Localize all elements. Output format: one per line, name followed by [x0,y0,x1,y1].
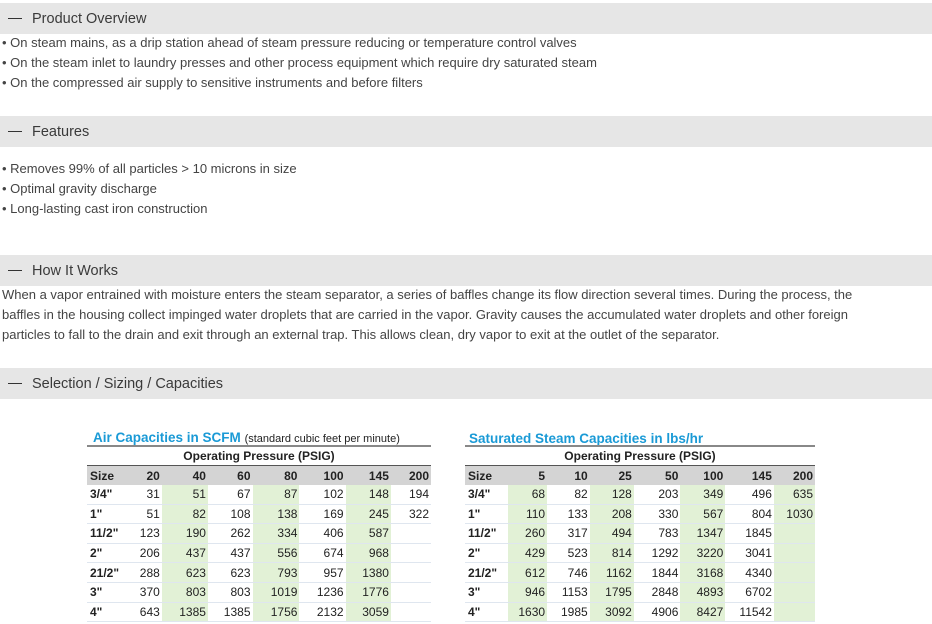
capacity-cell: 783 [634,524,681,544]
list-item: • Long-lasting cast iron construction [2,201,208,216]
capacity-cell: 11542 [725,602,774,622]
capacity-cell: 4340 [725,563,774,583]
table-header-row [465,466,815,486]
capacity-cell: 429 [508,543,548,563]
capacity-cell: 1630 [508,602,548,622]
capacity-cell: 262 [208,524,253,544]
collapse-icon[interactable] [8,18,22,19]
capacity-cell [391,582,431,602]
column-header-pressure: 5 [508,466,548,486]
capacity-cell: 1236 [299,582,345,602]
capacity-cell: 190 [162,524,208,544]
air-capacity-table [87,447,431,622]
table-row [465,485,815,504]
capacity-cell: 946 [508,582,548,602]
capacity-cell: 814 [590,543,634,563]
section-title: Features [32,123,90,140]
capacity-cell: 208 [590,504,634,524]
capacity-cell [774,543,815,563]
section-title: How It Works [32,262,118,279]
capacity-cell: 8427 [680,602,725,622]
column-header-pressure: 200 [391,466,431,486]
capacity-cell: 803 [208,582,253,602]
table-row [87,504,431,524]
capacity-cell: 31 [128,485,162,504]
capacity-cell: 437 [208,543,253,563]
section-header-selection-sizing[interactable] [0,368,932,399]
capacity-cell: 4906 [634,602,681,622]
operating-pressure-label: Operating Pressure (PSIG) [183,449,335,463]
capacity-cell [774,602,815,622]
table-row [87,543,431,563]
capacity-cell: 82 [162,504,208,524]
capacity-cell: 245 [346,504,391,524]
table-row [87,563,431,583]
capacity-cell: 612 [508,563,548,583]
capacity-cell: 133 [547,504,590,524]
column-header-pressure: 100 [299,466,345,486]
capacity-cell: 523 [547,543,590,563]
capacity-cell: 1380 [346,563,391,583]
list-item: • Optimal gravity discharge [2,181,157,196]
capacity-cell: 1385 [208,602,253,622]
table-row [465,563,815,583]
size-cell: 1" [87,504,128,524]
section-header-product-overview[interactable] [0,3,932,34]
capacity-cell: 4893 [680,582,725,602]
list-item: • On the compressed air supply to sensitive instruments and before filters [2,75,423,90]
capacity-cell: 123 [128,524,162,544]
paragraph-line: baffles in the housing collect impinged water droplets that are carried in the vapor. Gravity causes the accumulated water droplets and other foreign [2,307,848,322]
capacity-cell: 746 [547,563,590,583]
section-title: Product Overview [32,10,147,27]
capacity-cell: 623 [208,563,253,583]
capacity-cell: 194 [391,485,431,504]
size-cell: 21/2" [87,563,128,583]
capacity-cell: 317 [547,524,590,544]
capacity-cell: 370 [128,582,162,602]
capacity-cell: 803 [162,582,208,602]
capacity-cell: 1019 [253,582,300,602]
capacity-cell: 496 [725,485,774,504]
list-item: • On steam mains, as a drip station ahead of steam pressure reducing or temperature control valves [2,35,577,50]
table-row [87,582,431,602]
capacity-cell: 169 [299,504,345,524]
capacity-cell: 793 [253,563,300,583]
capacity-cell: 87 [253,485,300,504]
capacity-cell: 1162 [590,563,634,583]
column-header-pressure: 50 [634,466,681,486]
size-cell: 11/2" [87,524,128,544]
capacity-cell: 128 [590,485,634,504]
capacity-cell: 3059 [346,602,391,622]
capacity-cell: 1844 [634,563,681,583]
size-cell: 21/2" [465,563,508,583]
collapse-icon[interactable] [8,383,22,384]
capacity-cell [774,524,815,544]
capacity-cell [391,543,431,563]
size-cell: 4" [87,602,128,622]
capacity-cell: 556 [253,543,300,563]
capacity-cell: 1985 [547,602,590,622]
operating-pressure-label: Operating Pressure (PSIG) [564,449,716,463]
capacity-cell: 1795 [590,582,634,602]
capacity-cell: 2132 [299,602,345,622]
capacity-cell: 3041 [725,543,774,563]
column-header-pressure: 40 [162,466,208,486]
column-header-pressure: 145 [725,466,774,486]
capacity-cell: 957 [299,563,345,583]
table-row [87,602,431,622]
capacity-cell: 1030 [774,504,815,524]
table-row [87,524,431,544]
capacity-cell: 288 [128,563,162,583]
capacity-cell: 51 [162,485,208,504]
capacity-cell: 148 [346,485,391,504]
column-header-pressure: 10 [547,466,590,486]
size-cell: 4" [465,602,508,622]
capacity-cell: 6702 [725,582,774,602]
table-row [465,504,815,524]
column-header-pressure: 145 [346,466,391,486]
table-row [465,602,815,622]
column-header-size: Size [465,466,508,486]
list-item: • On the steam inlet to laundry presses and other process equipment which require dry saturated steam [2,55,597,70]
capacity-cell: 587 [346,524,391,544]
capacity-cell: 567 [680,504,725,524]
column-header-pressure: 80 [253,466,300,486]
capacity-cell: 330 [634,504,681,524]
capacity-cell [774,563,815,583]
operating-pressure-row [465,447,815,466]
capacity-cell: 108 [208,504,253,524]
capacity-cell [391,602,431,622]
size-cell: 3/4" [465,485,508,504]
capacity-cell: 206 [128,543,162,563]
capacity-cell [774,582,815,602]
capacity-cell: 349 [680,485,725,504]
steam-table-title-text: Saturated Steam Capacities in lbs/hr [469,431,704,446]
capacity-cell: 635 [774,485,815,504]
capacity-cell: 322 [391,504,431,524]
capacity-cell: 1347 [680,524,725,544]
column-header-size: Size [87,466,128,486]
collapse-icon[interactable] [8,270,22,271]
table-row [87,485,431,504]
steam-capacity-table [465,447,815,622]
collapse-icon[interactable] [8,131,22,132]
size-cell: 3" [87,582,128,602]
capacity-cell: 1292 [634,543,681,563]
capacity-cell: 437 [162,543,208,563]
table-row [465,543,815,563]
size-cell: 2" [87,543,128,563]
air-table-title [93,430,400,445]
column-header-pressure: 20 [128,466,162,486]
paragraph-line: When a vapor entrained with moisture enters the steam separator, a series of baffles change its flow direction several times. During the process, the [2,287,853,302]
capacity-cell: 203 [634,485,681,504]
capacity-cell: 68 [508,485,548,504]
list-item: • Removes 99% of all particles > 10 microns in size [2,161,297,176]
capacity-cell: 674 [299,543,345,563]
capacity-cell: 1385 [162,602,208,622]
table-row [465,524,815,544]
capacity-cell: 102 [299,485,345,504]
capacity-cell: 138 [253,504,300,524]
section-title: Selection / Sizing / Capacities [32,375,224,392]
capacity-cell: 82 [547,485,590,504]
capacity-cell [391,524,431,544]
capacity-cell: 1845 [725,524,774,544]
air-table-title-text: Air Capacities in SCFM [93,430,241,445]
section-header-how-it-works[interactable] [0,255,932,286]
capacity-cell: 623 [162,563,208,583]
table-header-row [87,466,431,486]
capacity-cell: 968 [346,543,391,563]
size-cell: 11/2" [465,524,508,544]
column-header-pressure: 200 [774,466,815,486]
capacity-cell: 1153 [547,582,590,602]
capacity-cell: 494 [590,524,634,544]
paragraph-line: particles to fall to the drain and exit through an external trap. This allows clean, dry vapor to exit at the outlet of the separator. [2,327,720,342]
capacity-cell [391,563,431,583]
size-cell: 3/4" [87,485,128,504]
capacity-cell: 3168 [680,563,725,583]
capacity-cell: 804 [725,504,774,524]
table-row [465,582,815,602]
air-table-subtitle: (standard cubic feet per minute) [244,433,400,445]
capacity-cell: 406 [299,524,345,544]
capacity-cell: 67 [208,485,253,504]
size-cell: 1" [465,504,508,524]
capacity-cell: 110 [508,504,548,524]
steam-table-title [469,431,703,446]
capacity-cell: 1756 [253,602,300,622]
capacity-cell: 260 [508,524,548,544]
column-header-pressure: 25 [590,466,634,486]
capacity-cell: 643 [128,602,162,622]
capacity-cell: 51 [128,504,162,524]
capacity-cell: 2848 [634,582,681,602]
section-header-features[interactable] [0,116,932,147]
capacity-cell: 3220 [680,543,725,563]
column-header-pressure: 60 [208,466,253,486]
capacity-cell: 1776 [346,582,391,602]
size-cell: 2" [465,543,508,563]
capacity-cell: 3092 [590,602,634,622]
capacity-cell: 334 [253,524,300,544]
size-cell: 3" [465,582,508,602]
column-header-pressure: 100 [680,466,725,486]
operating-pressure-row [87,447,431,466]
